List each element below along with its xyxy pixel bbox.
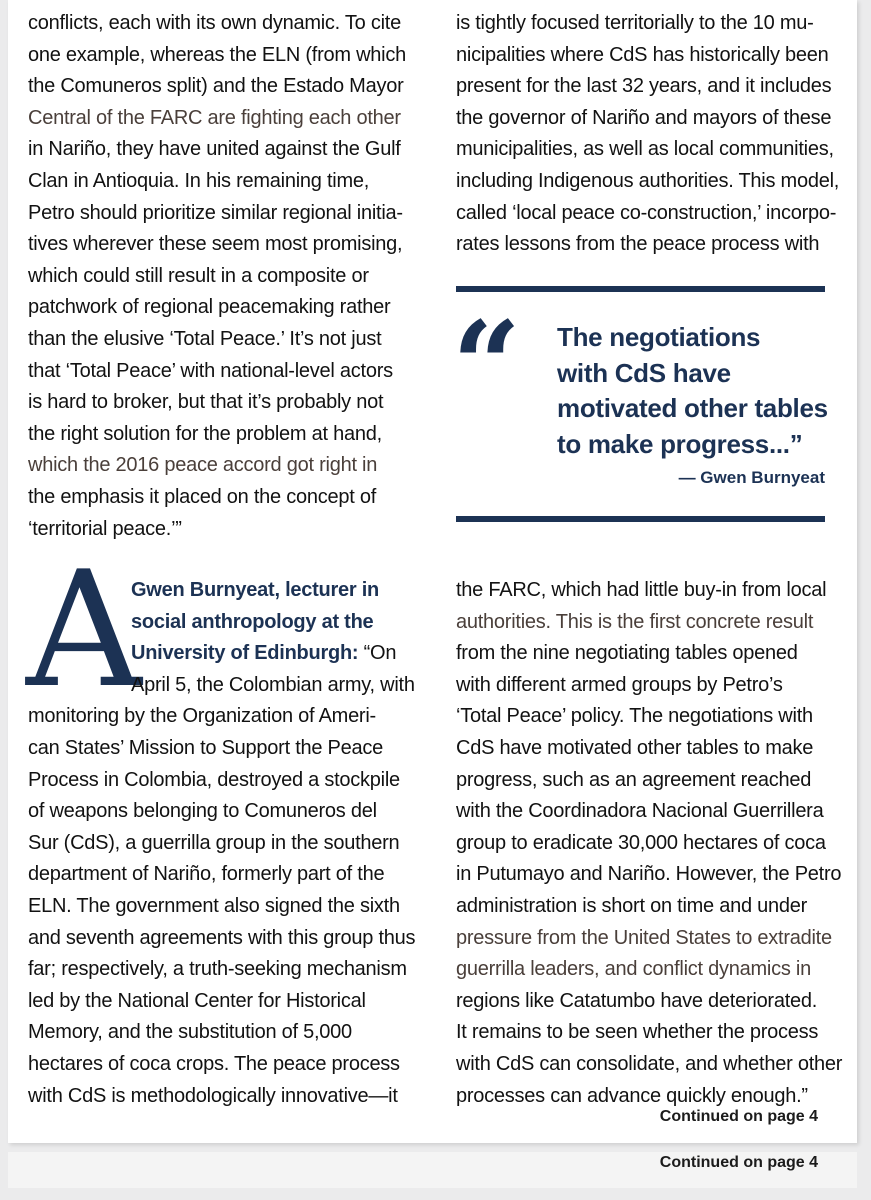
speaker-name-line <box>28 607 415 639</box>
pull-quote-bottom-rule <box>456 516 825 522</box>
text-line: Clan in Antioquia. In his remaining time, <box>28 169 370 192</box>
text-line: Petro should prioritize similar regional initia- <box>28 201 403 224</box>
text-line: can States’ Mission to Support the Peace <box>28 736 384 759</box>
text-line: the FARC, which had little buy-in from local <box>456 579 827 601</box>
quote-mark-icon: “ <box>452 295 522 436</box>
text-line: municipalities, as well as local communities, <box>456 138 834 161</box>
pull-quote-line: The negotiations <box>557 322 761 352</box>
text-line: Process in Colombia, destroyed a stockpile <box>28 768 400 791</box>
text-line: regions like Catatumbo have deteriorated. <box>456 989 818 1012</box>
text-line: monitoring by the Organization of Ameri- <box>28 705 376 728</box>
pull-quote-line: to make progress...” <box>557 428 803 459</box>
text-line: and seventh agreements with this group thus <box>28 926 416 949</box>
left-column-top-paragraph <box>28 8 406 545</box>
text-line: ‘territorial peace.’” <box>28 517 182 540</box>
text-line: Sur (CdS), a guerrilla group in the southern <box>28 831 400 854</box>
text-line: ELN. The government also signed the sixth <box>28 894 400 917</box>
quote-opening: “On <box>358 642 397 665</box>
speaker-name: Gwen Burnyeat, lecturer in <box>131 579 380 601</box>
text-line: hectares of coca crops. The peace process <box>28 1052 400 1075</box>
pull-quote-line: with CdS have <box>557 357 731 388</box>
speaker-name-line <box>28 575 415 607</box>
text-line: in Nariño, they have united against the Gulf <box>28 138 401 161</box>
text-line: rates lessons from the peace process with <box>456 233 820 256</box>
right-column-bottom-paragraph <box>456 575 842 1112</box>
text-line: the Comuneros split) and the Estado Mayor <box>28 75 404 98</box>
right-column-top-paragraph <box>456 8 839 261</box>
continued-on-page-label: Continued on page 4 <box>659 1108 818 1125</box>
continued-on-page-label-repeat: Continued on page 4 <box>659 1154 818 1171</box>
left-column-bottom-paragraph <box>28 575 415 1112</box>
text-line: with CdS is methodologically innovative—it <box>28 1084 398 1107</box>
text-line: processes can advance quickly enough.” <box>456 1084 808 1107</box>
text-line: CdS have motivated other tables to make <box>456 736 814 759</box>
pull-quote <box>557 320 828 462</box>
text-line: in Putumayo and Nariño. However, the Petro <box>456 863 842 886</box>
text-line: tives wherever these seem most promising, <box>28 233 403 256</box>
text-line: that ‘Total Peace’ with national-level actors <box>28 359 393 382</box>
text-line: which could still result in a composite or <box>28 264 369 287</box>
text-line: conflicts, each with its own dynamic. To cite <box>28 12 401 34</box>
text-line: with CdS can consolidate, and whether other <box>456 1052 843 1075</box>
drop-cap: A <box>26 536 142 723</box>
text-line: guerrilla leaders, and conflict dynamics in <box>456 958 811 981</box>
text-line: administration is short on time and under <box>456 894 808 917</box>
text-line: including Indigenous authorities. This model, <box>456 169 840 192</box>
text-line: nicipalities where CdS has historically been <box>456 43 829 66</box>
pull-quote-top-rule <box>456 286 825 292</box>
text-line: one example, whereas the ELN (from which <box>28 43 406 66</box>
text-line: the governor of Nariño and mayors of these <box>456 106 832 129</box>
text-line: which the 2016 peace accord got right in <box>28 454 378 477</box>
text-line: is hard to broker, but that it’s probably not <box>28 391 384 414</box>
text-line: the emphasis it placed on the concept of <box>28 485 377 508</box>
text-line: pressure from the United States to extradite <box>456 926 832 949</box>
text-line: far; respectively, a truth-seeking mechanism <box>28 958 407 981</box>
text-line: of weapons belonging to Comuneros del <box>28 800 377 823</box>
text-line: Memory, and the substitution of 5,000 <box>28 1021 352 1044</box>
speaker-name: social anthropology at the <box>131 610 374 633</box>
pull-quote-line: motivated other tables <box>557 393 828 423</box>
text-line: department of Nariño, formerly part of the <box>28 863 385 886</box>
text-line: than the elusive ‘Total Peace.’ It’s not just <box>28 327 382 350</box>
text-line: progress, such as an agreement reached <box>456 768 812 791</box>
pull-quote-attribution: — Gwen Burnyeat <box>678 468 825 487</box>
text-line: the right solution for the problem at hand, <box>28 422 382 445</box>
text-line: Central of the FARC are fighting each other <box>28 106 401 129</box>
text-line: with the Coordinadora Nacional Guerrillera <box>456 800 824 823</box>
text-line: ‘Total Peace’ policy. The negotiations with <box>456 705 813 728</box>
text-line: authorities. This is the first concrete result <box>456 610 814 633</box>
text-line: led by the National Center for Historical <box>28 989 366 1012</box>
text-line: is tightly focused territorially to the 10 mu- <box>456 12 814 34</box>
speaker-name-line <box>28 638 415 670</box>
text-line: group to eradicate 30,000 hectares of coca <box>456 831 826 854</box>
text-line: April 5, the Colombian army, with <box>131 673 415 696</box>
text-line: present for the last 32 years, and it includes <box>456 75 832 98</box>
text-line: It remains to be seen whether the process <box>456 1021 819 1044</box>
text-line: with different armed groups by Petro’s <box>456 673 783 696</box>
text-line: patchwork of regional peacemaking rather <box>28 296 391 319</box>
text-line: called ‘local peace co-construction,’ incorpo- <box>456 201 837 224</box>
speaker-name: University of Edinburgh: <box>131 642 359 665</box>
text-line: from the nine negotiating tables opened <box>456 642 798 665</box>
